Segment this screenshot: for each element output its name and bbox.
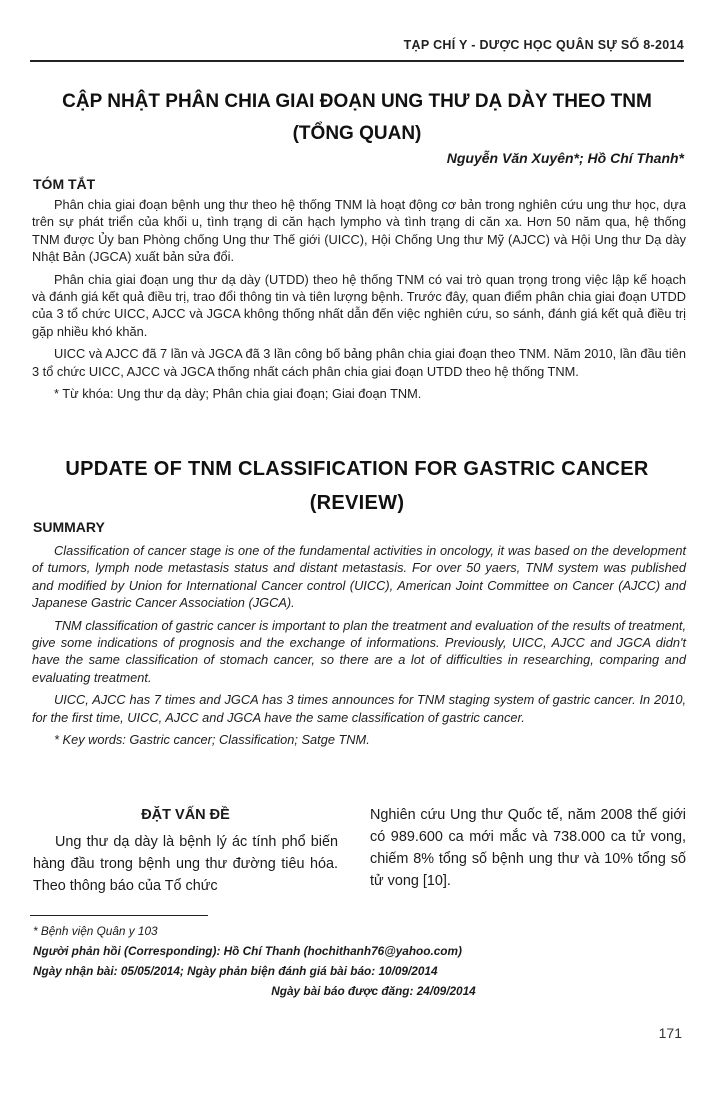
- footnote-dates: Ngày nhận bài: 05/05/2014; Ngày phản biện đánh giá bài báo: 10/09/2014: [33, 964, 438, 978]
- body-paragraph: Nghiên cứu Ung thư Quốc tế, năm 2008 thế giới có 989.600 ca mới mắc và 738.000 ca tử vong, chiếm 8% tổng số bệnh ung thư và 10% tổng số tử vong [10].: [370, 807, 686, 889]
- footnote-affiliation: * Bệnh viện Quân y 103: [33, 924, 158, 938]
- vietnamese-title-line-1: CẬP NHẬT PHÂN CHIA GIAI ĐOẠN UNG THƯ DẠ DÀY THEO TNM: [62, 91, 652, 112]
- authors: Nguyễn Văn Xuyên*; Hồ Chí Thanh*: [446, 150, 684, 166]
- vietnamese-title-line-2: (TỔNG QUAN): [292, 123, 422, 144]
- page-number: 171: [658, 1025, 682, 1041]
- section-heading-introduction: ĐẶT VẤN ĐỀ: [141, 807, 230, 823]
- english-abstract-paragraph: Classification of cancer stage is one of the fundamental activities in oncology, it was based on the development of tumors, lymph node metastasis status and distant metastasis. For over 50 yaers, TNM system was published and modified by Union for International Cancer control (UICC), American Joint Committee on Cancer (AJCC) and Japanese Gastric Cancer Association (JGCA).: [32, 543, 686, 611]
- footnote-corresponding: Người phản hồi (Corresponding): Hồ Chí Thanh (hochithanh76@yahoo.com): [33, 944, 462, 958]
- english-title: [30, 452, 684, 520]
- english-abstract-heading: SUMMARY: [33, 519, 105, 535]
- vietnamese-keywords: * Từ khóa: Ung thư dạ dày; Phân chia giai đoạn; Giai đoạn TNM.: [54, 386, 422, 402]
- english-title-line-1: UPDATE OF TNM CLASSIFICATION FOR GASTRIC CANCER: [65, 458, 649, 480]
- english-abstract-paragraph: TNM classification of gastric cancer is important to plan the treatment and evaluation of the results of treatment, give some indications of prognosis and the exchange of informations. Previously, UICC, AJCC and JGCA didn't have the same classification of stomach cancer, so there are a lot of difficulties in researching, comparing and evaluating treatment.: [32, 617, 686, 685]
- vietnamese-abstract-heading: TÓM TẮT: [33, 176, 96, 192]
- footnotes: [33, 921, 684, 1001]
- vietnamese-abstract: [32, 196, 686, 407]
- english-keywords: * Key words: Gastric cancer; Classification; Satge TNM.: [54, 732, 370, 748]
- english-abstract: [32, 542, 686, 753]
- english-title-line-2: (REVIEW): [309, 492, 405, 514]
- vietnamese-abstract-paragraph: Phân chia giai đoạn ung thư dạ dày (UTDD) theo hệ thống TNM có vai trò quan trọng trong việc lập kế hoạch và đánh giá kết quả điều trị, trao đổi thông tin và tiên lượng bệnh. Trước đây, quan điểm phân chia giai đoạn UTDD của 3 tổ chức UICC, AJCC và JGCA không thống nhất dẫn đến việc nghiên cứu, so sánh, đánh giá kết quả điều trị gặp nhiều khó khăn.: [32, 271, 686, 339]
- footnote-published: Ngày bài báo được đăng: 24/09/2014: [271, 984, 476, 998]
- vietnamese-abstract-paragraph: UICC và AJCC đã 7 lần và JGCA đã 3 lần công bố bảng phân chia giai đoạn theo TNM. Năm 2010, lần đầu tiên 3 tổ chức UICC, AJCC và JGCA thống nhất cách phân chia giai đoạn UTDD theo hệ thống TNM.: [32, 346, 686, 379]
- body-column-right: [370, 804, 686, 892]
- vietnamese-title: [30, 86, 684, 150]
- running-head: TẠP CHÍ Y - DƯỢC HỌC QUÂN SỰ SỐ 8-2014: [403, 38, 684, 52]
- footnote-rule: [30, 915, 208, 916]
- header-rule: [30, 60, 684, 62]
- vietnamese-abstract-paragraph: Phân chia giai đoạn bệnh ung thư theo hệ thống TNM là hoạt động cơ bản trong nghiên cứu ung thư học, dựa trên sự phát triển của khối u, tình trạng di căn hạch lympho và tình trạng di căn xa. Hơn 50 năm qua, hệ thống TNM được Ủy ban Phòng chống Ung thư Thế giới (UICC), Hội Chống Ung thư Mỹ (AJCC) và Hội Ung thư Dạ dày Nhật Bản (JGCA) xuất bản sửa đổi.: [32, 197, 686, 265]
- english-abstract-paragraph: UICC, AJCC has 7 times and JGCA has 3 times announces for TNM staging system of gastric cancer. In 2010, for the first time, UICC, AJCC and JGCA have the same classification of gastric cancer.: [32, 692, 686, 725]
- body-column-left: [33, 804, 338, 897]
- body-paragraph: Ung thư dạ dày là bệnh lý ác tính phổ biến hàng đầu trong bệnh ung thư đường tiêu hóa. Theo thông báo của Tổ chức: [33, 834, 338, 894]
